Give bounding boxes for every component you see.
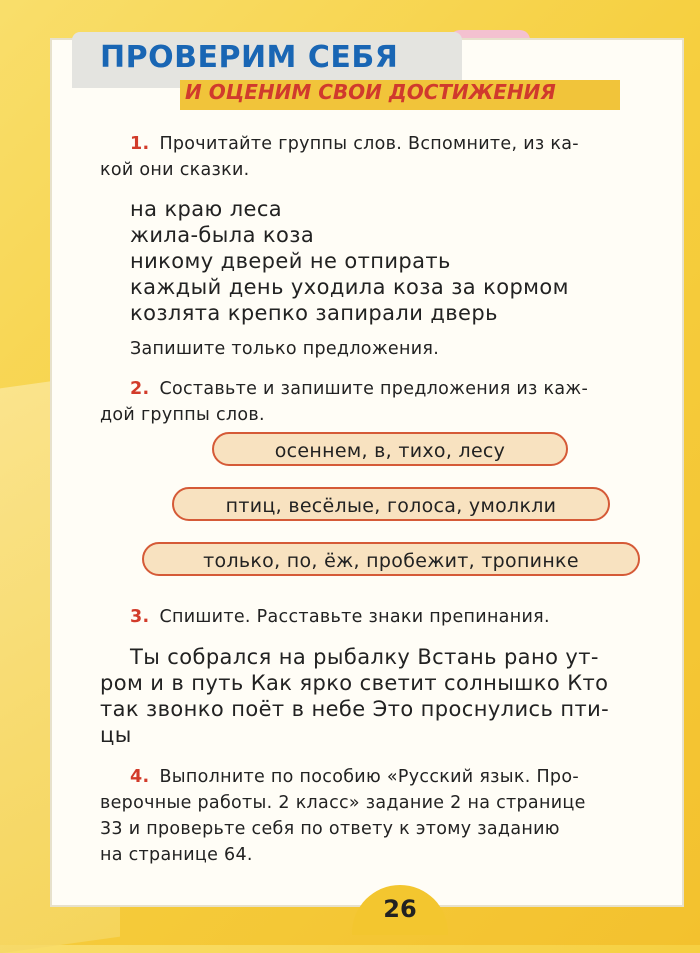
- task1-phrase: жила-была коза: [130, 223, 315, 247]
- task1-number: 1.: [130, 134, 150, 154]
- task2-line1: 2. Составьте и запишите предложения из каж-: [130, 379, 589, 399]
- task2-number: 2.: [130, 379, 150, 399]
- task1-phrase: козлята крепко запирали дверь: [130, 301, 498, 325]
- task3-instruction: 3. Спишите. Расставьте знаки препинания.: [130, 607, 550, 627]
- task3-line: ром и в путь Как ярко светит солнышко Кто: [100, 671, 609, 695]
- task3-line: так звонко поёт в небе Это проснулись пти-: [100, 697, 610, 721]
- task4-line: 33 и проверьте себя по ответу к этому заданию: [100, 819, 560, 839]
- task1-phrase: на краю леса: [130, 197, 283, 221]
- task4-line: верочные работы. 2 класс» задание 2 на странице: [100, 793, 586, 813]
- task4-number: 4.: [130, 767, 150, 787]
- task1-line1: 1. Прочитайте группы слов. Вспомните, из ка-: [130, 134, 579, 154]
- task1-phrase: никому дверей не отпирать: [130, 249, 451, 273]
- task2-line2: дой группы слов.: [100, 405, 265, 425]
- task3-line: цы: [100, 723, 132, 747]
- word-group: только, по, ёж, пробежит, тропинке: [142, 542, 640, 576]
- task1-line2: кой они сказки.: [100, 160, 250, 180]
- task3-line: Ты собрался на рыбалку Встань рано ут-: [130, 645, 599, 669]
- page-subtitle: И ОЦЕНИМ СВОИ ДОСТИЖЕНИЯ: [185, 80, 556, 104]
- task4-line: на странице 64.: [100, 845, 253, 865]
- task1-note: Запишите только предложения.: [130, 339, 440, 359]
- page-title: ПРОВЕРИМ СЕБЯ: [100, 40, 399, 75]
- word-group: птиц, весёлые, голоса, умолкли: [172, 487, 610, 521]
- task1-phrase: каждый день уходила коза за кормом: [130, 275, 569, 299]
- word-group: осеннем, в, тихо, лесу: [212, 432, 568, 466]
- task3-number: 3.: [130, 607, 150, 627]
- page-number: 26: [383, 895, 417, 923]
- task4-line: 4. Выполните по пособию «Русский язык. Про-: [130, 767, 579, 787]
